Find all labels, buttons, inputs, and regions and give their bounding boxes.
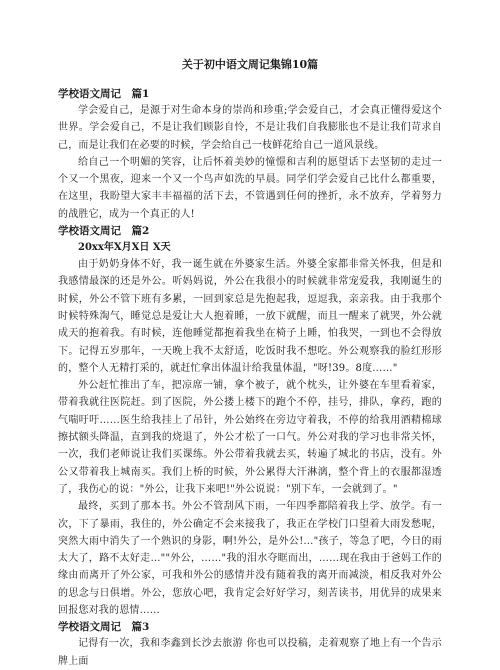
paragraph: 学会爱自己，是源于对生命本身的崇尚和珍重;学会爱自己，才会真正懂得爱这个世界。学会爱自己，不是让我们顾影自怜，不是让我们自我膨胀也不是让我们苛求自己，而是让我们在必要的时候，学会给自己一枝鲜花给自己一道风景线。 (58, 105, 442, 151)
paragraph: 记得有一次，我和李鑫到长沙去旅游 你也可以投稿，走着观察了地上有一个告示牌上面 (58, 638, 442, 667)
entry-2 (58, 223, 442, 619)
date-text: 20xx年X月X日 X天 (78, 242, 171, 254)
paragraph: 外公赶忙推出了车，把凉席一铺，拿个被子，就个枕头，让外婆在车里看着家，带着我就往医院赶。到了医院，外公搂上楼下的跑个不停，挂号，排队，拿药，跑的气喘吁吁……医生给我挂上了吊针，外公始终在旁边守着我，不停的给我用酒精棉球擦拭额头降温，直到我的烧退了，外公才松了一口气。外公对我的学习也非常关怀，一次，我们老师说让我们买课练。外公带着我就去买，转遍了城北的书店，没有。外公又带着我上城南买。我们上桥的时候，外公累得大汗淋漓，整个背上的衣服都湿透了，我伤心的说："外公，让我下来吧!"外公说说："别下车，一会就到了。" (58, 380, 442, 495)
paragraph: 由于奶奶身体不好，我一诞生就在外婆家生活。外婆全家都非常关怀我，但是和我感情最深的还是外公。听妈妈说，外公在我很小的时候就非常宠爱我，我刚诞生的时候，外公不管下班有多累，一回到家总是先抱起我，逗逗我，亲亲我。由于我那个时候特殊淘气，睡觉总是爱让大人抱着睡，一放下就醒，而且一醒来了就哭，外公就成天的抱着我。有时候，连他睡觉都抱着我坐在椅子上睡，怕我哭，一到也不会得放下。记得五岁那年，一天晚上我不太舒适，吃饭时我不想吃。外公观察我的脸红形形的，整个人无精打采的，就赶忙拿出体温计给我量体温，"呀!39。8度……" (58, 259, 442, 374)
paragraph: 最终，买到了那本书。外公不管刮风下雨，一年四季都陪着我上学、放学。有一次，下了暴雨，我住的，外公确定不会来接我了，我正在学校门口望着大雨发愁呢，突然大雨中消失了一个熟识的身影，啊!外公，是外公!…"孩子，等急了吧，今日的雨太大了，路不太好走…""外公，……"我的泪水夺眶而出，……现在我由于爸妈工作的缘由而离开了外公家，可我和外公的感情并没有随着我的离开而减淡，相反我对外公的思念与日俱增。外公，您放心吧，我肯定会好好学习，刻苦读书，用优异的成果来回报您对我的恩情…… (58, 501, 442, 617)
document-title: 关于初中语文周记集锦10篇 (181, 58, 319, 71)
entry-heading: 学校语文周记 篇3 (58, 621, 150, 634)
paragraph: 给自己一个明媚的笑容，让后怀着美妙的憧憬和吉利的愿望话下去坚韧的走过一个又一个黑夜，迎来一个又一个鸟声如洗的早晨。同学们学会爱自己比什么都重要，在这里，我盼望大家丰丰福福的活下去，不管遇到任何的挫折，永不放弃，学着努力的战胜它，成为一个真正的人! (58, 156, 442, 220)
entry-1 (58, 86, 442, 223)
entry-heading: 学校语文周记 篇2 (58, 225, 150, 238)
entry-3 (58, 619, 442, 670)
entry-heading: 学校语文周记 篇1 (58, 88, 150, 100)
date-line (58, 239, 442, 256)
